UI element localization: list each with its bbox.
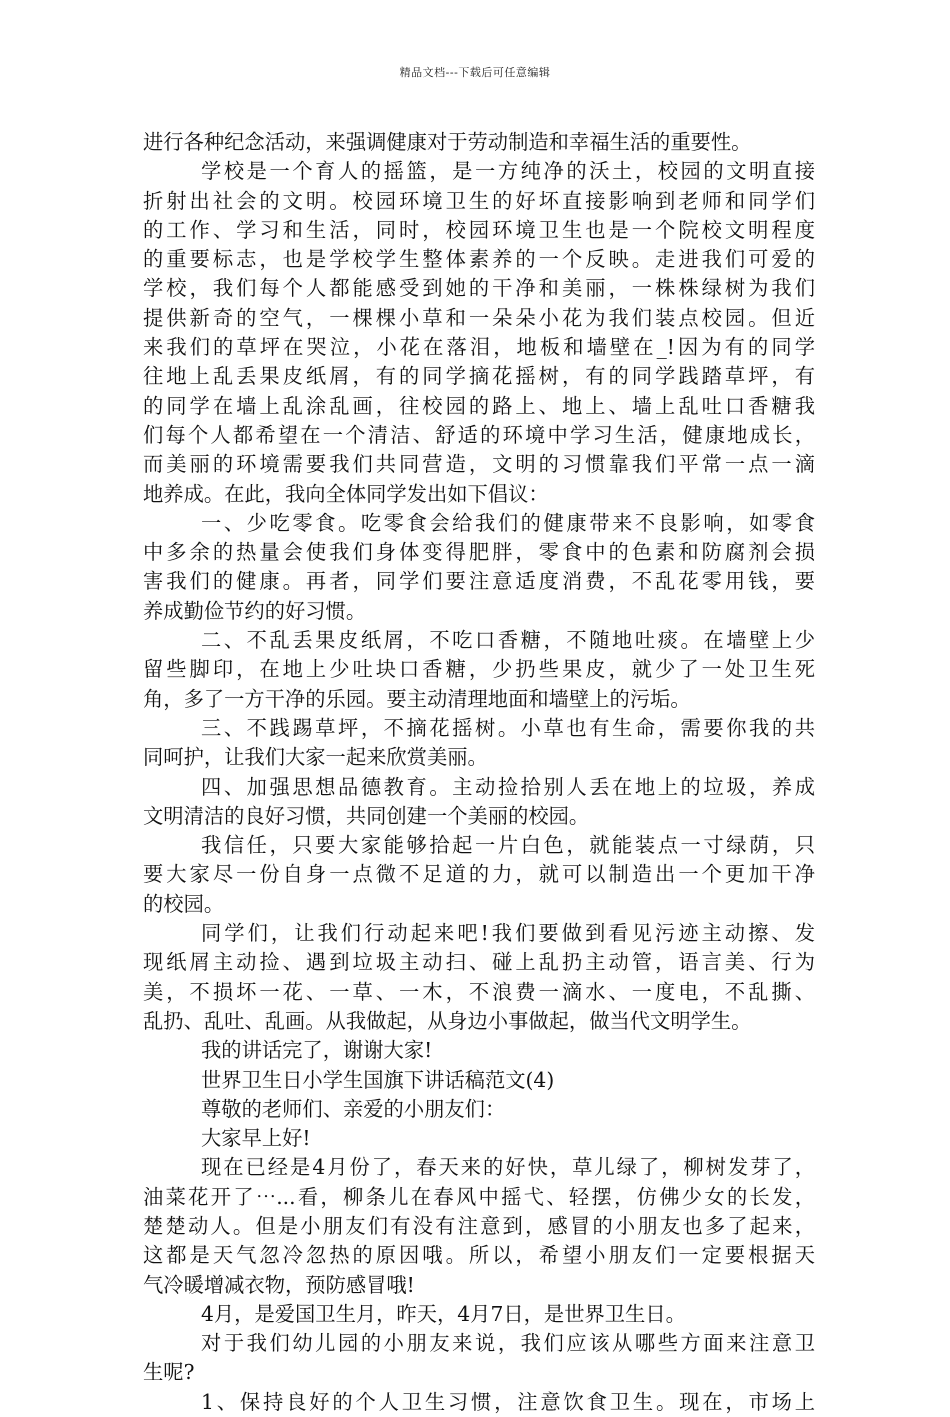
text-line: 现纸屑主动捡、遇到垃圾主动扫、碰上乱扔主动管，语言美、行为 <box>143 950 815 975</box>
text-line: 的工作、学习和生活，同时，校园环境卫生也是一个院校文明程度 <box>143 217 815 242</box>
text-line: 的校园。 <box>143 891 225 916</box>
text-line: 我信任，只要大家能够拾起一片白色，就能装点一寸绿荫，只 <box>201 833 815 858</box>
text-line: 角，多了一方干净的乐园。要主动清理地面和墙壁上的污垢。 <box>143 686 691 711</box>
text-line: 这都是天气忽冷忽热的原因哦。所以，希望小朋友们一定要根据天 <box>143 1243 815 1268</box>
text-line: 乱扔、乱吐、乱画。从我做起，从身边小事做起，做当代文明学生。 <box>143 1008 752 1033</box>
text-line: 要大家尽一份自身一点微不足道的力，就可以制造出一个更加干净 <box>143 862 815 887</box>
document-body <box>143 128 815 1417</box>
text-line: 尊敬的老师们、亲爱的小朋友们： <box>201 1096 506 1121</box>
text-line: 4月，是爱国卫生月，昨天，4月7日，是世界卫生日。 <box>201 1301 686 1326</box>
text-line: 二、不乱丢果皮纸屑，不吃口香糖，不随地吐痰。在墙壁上少 <box>201 628 815 653</box>
text-line: 提供新奇的空气，一棵棵小草和一朵朵小花为我们装点校园。但近 <box>143 305 815 330</box>
text-line: 折射出社会的文明。校园环境卫生的好坏直接影响到老师和同学们 <box>143 188 815 213</box>
text-line: 现在已经是4月份了，春天来的好快，草儿绿了，柳树发芽了， <box>201 1155 815 1180</box>
text-line: 留些脚印，在地上少吐块口香糖，少扔些果皮，就少了一处卫生死 <box>143 657 815 682</box>
text-line: 同呵护，让我们大家一起来欣赏美丽。 <box>143 745 488 770</box>
text-line: 们每个人都希望在一个清洁、舒适的环境中学习生活，健康地成长， <box>143 422 815 447</box>
text-line: 害我们的健康。再者，同学们要注意适度消费，不乱花零用钱，要 <box>143 569 815 594</box>
text-line: 世界卫生日小学生国旗下讲话稿范文(4) <box>201 1067 555 1092</box>
text-line: 文明清洁的良好习惯，共同创建一个美丽的校园。 <box>143 803 590 828</box>
text-line: 我的讲话完了，谢谢大家! <box>201 1038 433 1063</box>
text-line: 的重要标志，也是学校学生整体素养的一个反映。走进我们可爱的 <box>143 247 815 272</box>
text-line: 气冷暖增减衣物，预防感冒哦! <box>143 1272 415 1297</box>
text-line: 养成勤俭节约的好习惯。 <box>143 598 367 623</box>
text-line: 学校是一个育人的摇篮，是一方纯净的沃土，校园的文明直接 <box>201 159 815 184</box>
text-line: 美，不损坏一花、一草、一木，不浪费一滴水、一度电，不乱撕、 <box>143 979 815 1004</box>
text-line: 一、少吃零食。吃零食会给我们的健康带来不良影响，如零食 <box>201 510 815 535</box>
text-line: 同学们，让我们行动起来吧!我们要做到看见污迹主动擦、发 <box>201 921 815 946</box>
text-line: 地养成。在此，我向全体同学发出如下倡议： <box>143 481 549 506</box>
text-line: 四、加强思想品德教育。主动捡拾别人丢在地上的垃圾，养成 <box>201 774 815 799</box>
text-line: 生呢? <box>143 1360 195 1385</box>
text-line: 三、不践踢草坪，不摘花摇树。小草也有生命，需要你我的共 <box>201 715 815 740</box>
text-line: 对于我们幼儿园的小朋友来说，我们应该从哪些方面来注意卫 <box>201 1331 815 1356</box>
text-line: 而美丽的环境需要我们共同营造，文明的习惯靠我们平常一点一滴 <box>143 452 815 477</box>
text-line: 油菜花开了⋯...看，柳条儿在春风中摇弋、轻摆，仿佛少女的长发， <box>143 1184 815 1209</box>
text-line: 来我们的草坪在哭泣，小花在落泪，地板和墙壁在_!因为有的同学 <box>143 335 815 360</box>
text-line: 的同学在墙上乱涂乱画，往校园的路上、地上、墙上乱吐口香糖我 <box>143 393 815 418</box>
text-line: 进行各种纪念活动，来强调健康对于劳动制造和幸福生活的重要性。 <box>143 130 752 154</box>
text-line: 大家早上好! <box>201 1126 311 1151</box>
text-line: 1、保持良好的个人卫生习惯，注意饮食卫生。现在，市场上 <box>201 1389 815 1414</box>
text-line: 楚楚动人。但是小朋友们有没有注意到，感冒的小朋友也多了起来， <box>143 1213 815 1238</box>
text-line: 往地上乱丢果皮纸屑，有的同学摘花摇树，有的同学践踏草坪，有 <box>143 364 815 389</box>
text-line: 中多余的热量会使我们身体变得肥胖，零食中的色素和防腐剂会损 <box>143 540 815 565</box>
page-header: 精品文档---下载后可任意编辑 <box>399 66 551 79</box>
text-line: 学校，我们每个人都能感受到她的干净和美丽，一株株绿树为我们 <box>143 276 815 301</box>
